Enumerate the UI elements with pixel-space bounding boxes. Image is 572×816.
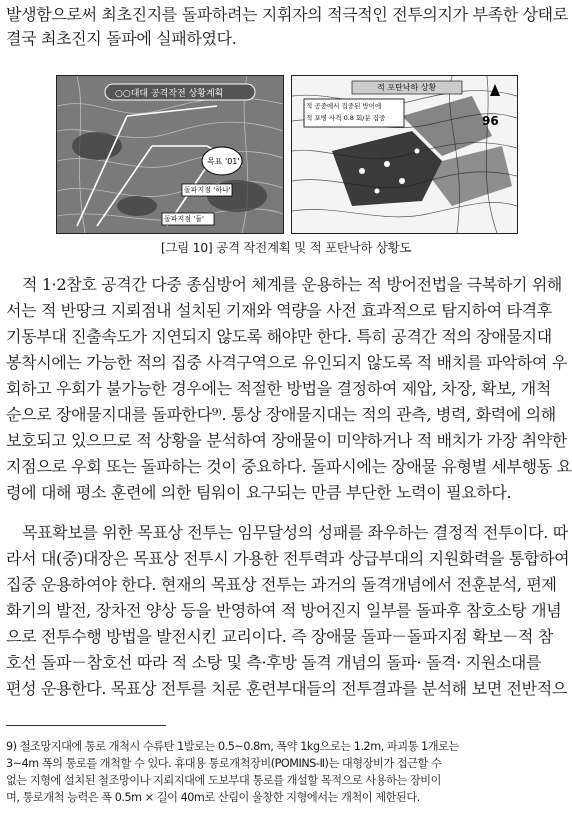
shelling-note-2: 적 포병 사격 0.8 회/분 집중 — [306, 114, 386, 122]
grid-number: 96 — [482, 114, 499, 128]
attack-plan-map — [56, 75, 284, 234]
breach-point-1-label: 돌파지점 '하나' — [184, 186, 231, 194]
para1-line-1: 적 1·2참호 공격간 다중 종심방어 체계를 운용하는 적 방어전법을 극복하기 위해 — [22, 275, 563, 294]
footnote-divider — [6, 725, 166, 726]
footnote-line-3: 없는 지형에 설치된 철조망이나 지뢰지대에 도보부대 통로를 개설할 목적으로 사용하는 장비이 — [6, 774, 441, 787]
para1-line-4: 봉착시에는 가능한 적의 집중 사격구역으로 유인되지 않도록 적 배치를 파악하여 우 — [6, 353, 567, 372]
para1-line-7: 보호되고 있으므로 적 상황을 분석하여 장애물이 미약하거나 적 배치가 가장 취약한 — [6, 431, 567, 450]
attack-plan-map-graphic — [57, 76, 283, 233]
para1-line-8: 지점으로 우회 또는 돌파하는 것이 중요하다. 돌파시에는 장애물 유형별 세부행동 요 — [6, 457, 572, 476]
objective-label: 목표 '01' — [207, 157, 240, 166]
para2-line-3: 집중 운용하여야 한다. 현재의 목표상 전투는 과거의 돌격개념에서 전훈분석, 편제 — [6, 575, 557, 594]
para2-line-1: 목표확보를 위한 목표상 전투는 임무달성의 성패를 좌우하는 결정적 전투이다. 따 — [22, 523, 568, 542]
para1-line-9: 령에 대해 평소 훈련에 의한 팀워이 요구되는 만큼 부단한 노력이 필요하다. — [6, 483, 512, 502]
para1-line-2: 서는 적 반땅크 지뢰점내 설치된 기재와 역량을 사전 효과적으로 탐지하여 타격후 — [6, 301, 552, 320]
para2-line-6: 호선 돌파－참호선 따라 적 소탕 및 측·후방 돌격 개념의 돌파· 돌격· 지원소대를 — [6, 653, 542, 672]
para1-line-5: 회하고 우회가 불가능한 경우에는 적절한 방법을 결정하여 제압, 차장, 확보, 개척 — [6, 379, 551, 398]
shelling-map-graphic — [292, 76, 517, 233]
attack-plan-title: ○○대대 공격작전 상황계획 — [115, 89, 224, 99]
para2-line-7: 편성 운용한다. 목표상 전투를 치룬 훈련부대들의 전투결과를 분석해 보면 전반적으 — [6, 679, 567, 698]
intro-line-1: 발생함으로써 최초진지를 돌파하려는 지휘자의 적극적인 전투의지가 부족한 상태로 — [6, 5, 568, 24]
footnote-line-4: 며, 통로개척 능력은 폭 0.5m × 길이 40m로 산림이 울창한 지형에서는 개척이 제한된다. — [6, 791, 420, 804]
shelling-map — [291, 75, 518, 234]
intro-line-2: 결국 최초진지 돌파에 실패하였다. — [6, 29, 237, 48]
footnote-line-2: 3~4m 폭의 통로를 개척할 수 있다. 휴대용 통로개척장비(POMINS-Ⅱ)는 대형장비가 접근할 수 — [6, 757, 442, 770]
para2-line-4: 화기의 발전, 장차전 양상 등을 반영하여 적 방어진지 일부를 돌파후 참호소탕 개념 — [6, 601, 562, 620]
footnote-line-1: 9) 철조망지대에 통로 개척시 수류탄 1발로는 0.5~0.8m, 폭약 1kg으로는 1.2m, 파괴통 1개로는 — [6, 740, 459, 753]
figure-caption: [그림 10] 공격 작전계획 및 적 포탄낙하 상황도 — [160, 240, 412, 255]
para1-line-3: 기동부대 진출속도가 지연되지 않도록 해야만 한다. 특히 공격간 적의 장애물지대 — [6, 327, 552, 346]
para1-line-6: 순으로 장애물지대를 돌파한다⁹⁾. 통상 장애물지대는 적의 관측, 병력, 화력에 의해 — [6, 405, 556, 424]
para2-line-5: 으로 전투수행 방법을 발전시킨 교리이다. 즉 장애물 돌파－돌파지점 확보－적 참 — [6, 627, 553, 646]
para2-line-2: 라서 대(중)대장은 목표상 전투시 가용한 전투력과 상급부대의 지원화력을 통합하여 — [6, 549, 570, 568]
shelling-map-title: 적 포탄낙하 상황 — [377, 83, 437, 92]
shelling-note-1: 적 공중에서 집중된 방어에 — [306, 102, 382, 110]
breach-point-2-label: 돌파지점 '둘' — [164, 215, 204, 223]
